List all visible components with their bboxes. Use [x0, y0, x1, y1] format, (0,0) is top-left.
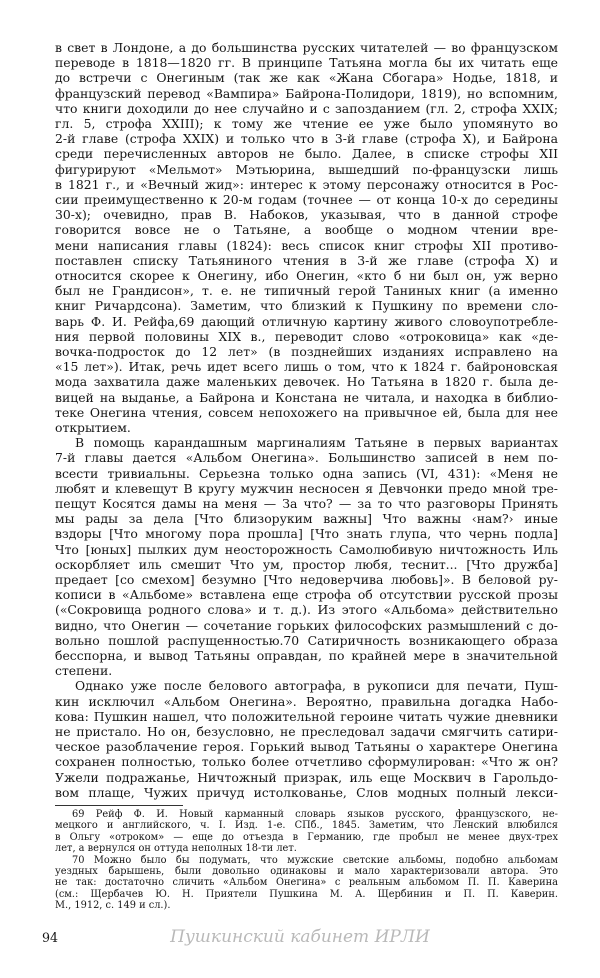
text-line: не пристало. Но он, безусловно, не преследовал задачи смягчить сатири- [55, 724, 558, 739]
text-line: открытием. [55, 420, 131, 435]
text-line: вольно пошлой распущенностью.70 Сатиричность возникающего образа [55, 632, 558, 648]
footnote-line: уездных барышень, были довольно одинаковы и мало характеризовали автора. Это [55, 866, 558, 877]
text-line: варь Ф. И. Рейфа,69 дающий отличную картину живого словоупотребле- [55, 313, 558, 329]
footnote-line: (см.: Щербачев Ю. Н. Приятели Пушкина М. А. Щербинин и П. П. Каверин. [55, 888, 558, 900]
text-line: оскорбляет иль смешит Что ум, простор любя, теснит... [Что дружба] [55, 556, 558, 572]
text-line: фигурируют «Мельмот» Мэтьюрина, вышедший по-французски лишь [55, 161, 558, 177]
text-line: в свет в Лондоне, а до большинства русских читателей — во французском [55, 40, 558, 55]
text-line: бесспорна, и вывод Татьяны оправдан, по крайней мере в значительной [55, 648, 558, 663]
text-line: 7-й главы дается «Альбом Онегина». Большинство записей в нем по- [55, 450, 558, 466]
footnote-divider [55, 805, 183, 806]
text-line: сии преимущественно к 20-м годам (точнее — от конца 10-х до середины [55, 192, 558, 207]
text-line: говорится вовсе не о Татьяне, а вообще о модном чтении вре- [55, 222, 558, 238]
text-line: Что [юных] пылких дум неосторожность Самолюбивую ничтожность Иль [55, 541, 558, 557]
text-line: вицей на выданье, а Байрона и Констана не читала, и находка в библио- [55, 389, 558, 405]
text-line: кописи в «Альбоме» вставлена еще строфа об отсутствии русской прозы [55, 587, 558, 603]
text-line: гл. 5, строфа XXIII); к тому же чтение ее уже было упомянуто во [55, 116, 558, 131]
text-line: («Сокровища родного слова» и т. д.). Из этого «Альбома» действительно [55, 602, 558, 618]
text-line: относится скорее к Онегину, ибо Онегин, «кто б ни был он, уж верно [55, 268, 558, 283]
text-line: ческое разоблачение героя. Горький вывод Татьяны о характере Онегина [55, 739, 558, 755]
text-line: «15 лет»). Итак, речь идет всего лишь о том, что к 1824 г. байроновская [55, 359, 558, 375]
text-line: в 1821 г., и «Вечный жид»: интерес к этому персонажу относится в Рос- [55, 176, 558, 192]
footnote-line: 69 Рейф Ф. И. Новый карманный словарь языков русского, французского, не- [72, 809, 558, 820]
text-line: ния первой половины XIX в., переводит слово «отроковица» как «де- [55, 328, 558, 344]
text-line: вочка-подросток до 12 лет» (в позднейших изданиях исправлено на [55, 344, 558, 359]
footnote-line: в Ольгу «отроком» — еще до отъезда в Германию, где пробыл не менее двух-трех [55, 831, 558, 843]
paragraph-start-line: Однако уже после белового автографа, в рукописи для печати, Пуш- [75, 678, 558, 694]
text-line: видно, что Онегин — сочетание горьких философских размышлений с до- [55, 617, 558, 633]
text-line: любят и клевещут В кругу мужчин несносен я Девчонки предо мной тре- [55, 480, 558, 496]
text-line: до встречи с Онегиным (так же как «Жана Сбогара» Нодье, 1818, и [55, 70, 558, 86]
text-line: был не Грандисон», т. е. не типичный герой Таниных книг (а именно [55, 283, 558, 299]
watermark: Пушкинский кабинет ИРЛИ [170, 927, 430, 947]
text-line: мени написания главы (1824): весь список книг строфы XII противо- [55, 237, 558, 253]
footnote-line: не так: достаточно сличить «Альбом Онегина» с реальным альбомом П. П. Каверина [55, 877, 558, 889]
text-line: 2-й главе (строфа XXIX) и только что в 3-й главе (строфа X), и Байрона [55, 131, 558, 147]
paragraph-start-line: В помощь карандашным маргиналиям Татьяне в первых вариантах [75, 435, 558, 451]
text-line: кова: Пушкин нашел, что положительной героине читать чужие дневники [55, 708, 558, 724]
text-line: французский перевод «Вампира» Байрона-Полидори, 1819), но вспомним, [55, 85, 558, 101]
text-line: переводе в 1818—1820 гг. В принципе Татьяна могла бы их читать еще [55, 55, 558, 71]
text-line: поставлен списку Татьяниного чтения в 3-й же главе (строфа X) и [55, 252, 558, 268]
text-line: сохранен полностью, только более отчетливо сформулирован: «Что ж он? [55, 754, 558, 770]
text-line: предает [со смехом] безумно [Что недоверчива любовь]». В беловой ру- [55, 572, 558, 587]
footnote-line: лет, а вернулся он оттуда неполных 18-ти лет. [55, 843, 297, 855]
text-line: пещут Косятся дамы на меня — За что? — за то что разговоры Принять [55, 496, 558, 511]
text-line: книг Ричардсона). Заметим, что близкий к Пушкину по времени сло- [55, 298, 558, 314]
text-line: мода захватила даже маленьких девочек. Но Татьяна в 1820 г. была де- [55, 374, 558, 390]
page-number: 94 [42, 930, 59, 945]
text-line: всести тривиальны. Серьезна только одна запись (VI, 431): «Меня не [55, 465, 558, 481]
footnote-line: М., 1912, с. 149 и сл.). [55, 900, 171, 912]
text-line: вом плаще, Чужих причуд истолкованье, Слов модных полный лекси- [55, 784, 558, 800]
footnote-line: 70 Можно было бы подумать, что мужские светские альбомы, подобно альбомам [72, 854, 558, 866]
text-line: Ужели подражанье, Ничтожный призрак, иль еще Москвич в Гарольдо- [55, 769, 558, 785]
text-line: 30-х); очевидно, прав В. Набоков, указывая, что в данной строфе [55, 207, 558, 223]
text-line: среди перечисленных авторов не было. Далее, в списке строфы XII [55, 146, 558, 162]
text-line: что книги доходили до нее случайно и с запозданием (гл. 2, строфа XXIX; [55, 100, 558, 116]
text-line: теке Онегина чтения, совсем непохожего на привычное ей, была для нее [55, 404, 558, 420]
text-line: кин исключил «Альбом Онегина». Вероятно, правильна догадка Набо- [55, 693, 558, 709]
text-line: степени. [55, 663, 113, 679]
text-line: вздоры [Что многому пора прошла] [Что знать глупа, что чернь подла] [55, 526, 558, 542]
footnote-line: мецкого и английского, ч. I. Изд. 1-е. СПб., 1845. Заметим, что Ленский влюбился [55, 820, 558, 832]
text-line: мы рады за дела [Что близоруким важны] Что важны ‹нам?› иные [55, 511, 558, 527]
